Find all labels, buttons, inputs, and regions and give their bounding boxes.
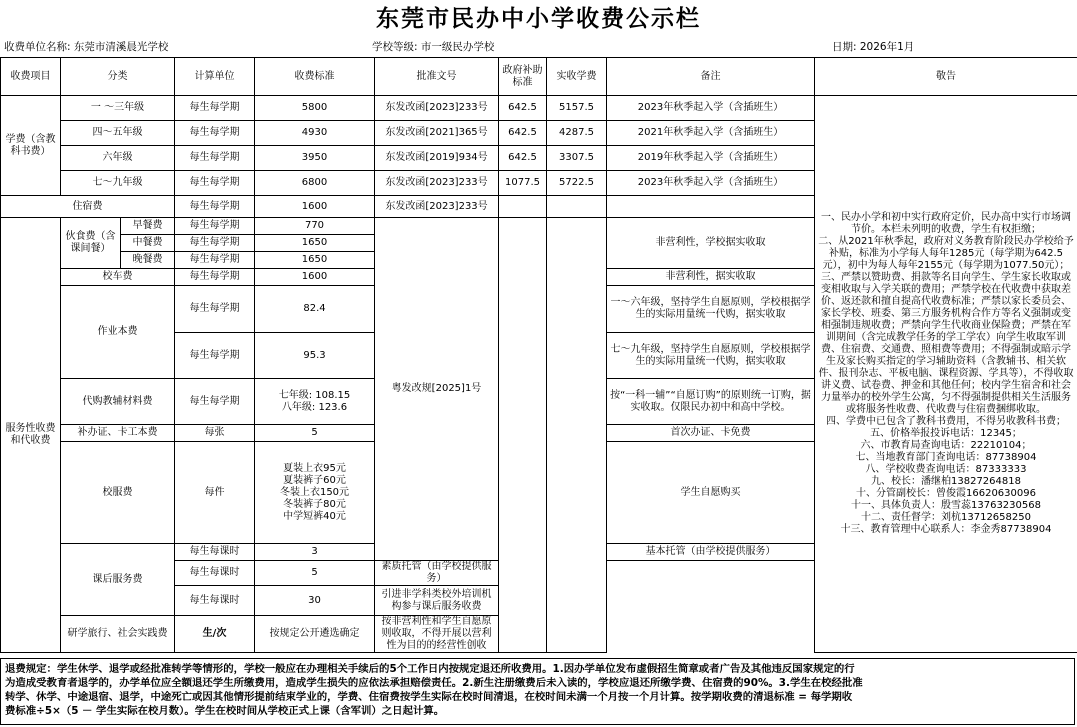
unit-name-label: 收费单位名称: 东莞市清溪晨光学校 xyxy=(4,41,169,53)
boarding-remark xyxy=(607,196,815,218)
tuition-remark: 2023年秋季起入学（含插班生） xyxy=(607,96,815,121)
tuition-remark: 2019年秋季起入学（含插班生） xyxy=(607,146,815,171)
after-unit: 每生每课时 xyxy=(175,586,255,616)
study-label: 研学旅行、社会实践费 xyxy=(61,616,175,653)
workbook-unit: 每生每学期 xyxy=(175,333,255,379)
tuition-standard: 5800 xyxy=(255,96,375,121)
notice-line: 十、分管副校长：曾俊霞16620630096 xyxy=(856,488,1036,499)
refund-rules xyxy=(0,658,1075,725)
meal-name: 晚餐费 xyxy=(121,252,175,269)
aux-standard-line: 七年级: 108.15 xyxy=(278,389,351,401)
header-standard: 收费标准 xyxy=(255,58,375,96)
tuition-remark: 2023年秋季起入学（含插班生） xyxy=(607,171,815,196)
service-subsidy xyxy=(499,218,547,653)
card-label: 补办证、卡工本费 xyxy=(61,425,175,442)
service-actual xyxy=(547,218,607,653)
bus-remark: 非营利性，据实收取 xyxy=(607,269,815,286)
tuition-actual: 5722.5 xyxy=(547,171,607,196)
tuition-doc: 东发改函[2019]934号 xyxy=(375,146,499,171)
notice-line: 一、民办小学和初中实行政府定价，民办高中实行市场调节价。本栏未列明的收费，学生有权拒缴； xyxy=(821,212,1071,235)
header-notice: 敬告 xyxy=(815,58,1077,96)
after-remark: 素质托管（由学校提供服务） xyxy=(375,561,499,586)
page-title: 东莞市民办中小学收费公示栏 xyxy=(376,6,701,32)
refund-rules-line: 费标准÷5×（5 － 学生实际在校月数）。学生在校时间从学校正式上课（含军训）之日起计算。 xyxy=(5,705,445,717)
notice-line: 二、从2021年秋季起，政府对义务教育阶段民办学校给予补贴，标准为小学每人每年1285元（每学期为642.5元），初中为每人每年2155元（每学期为1077.50元）； xyxy=(818,236,1074,271)
tuition-doc: 东发改函[2023]233号 xyxy=(375,171,499,196)
refund-rules-line: 退费规定：学生休学、退学或经批准转学等情形的，学校一般应在办理相关手续后的5个工作日内按规定退还所收费用。1.因办学单位发布虚假招生简章或者广告及其他违反国家规定的行 xyxy=(5,663,855,675)
meal-unit: 每生每学期 xyxy=(175,235,255,252)
tuition-unit: 每生每学期 xyxy=(175,146,255,171)
notice-line: 六、市教育局查询电话：22210104； xyxy=(860,440,1032,451)
tuition-category: 七～九年级 xyxy=(61,171,175,196)
workbook-remark: 一～六年级，坚持学生自愿原则，学校根据学生的实际用量统一代购，据实收取 xyxy=(607,286,815,333)
after-unit: 每生每课时 xyxy=(175,544,255,561)
after-standard: 3 xyxy=(255,544,375,561)
header-remark: 备注 xyxy=(607,58,815,96)
notice-panel xyxy=(815,96,1077,653)
workbook-label: 作业本费 xyxy=(61,286,175,379)
uniform-unit: 每件 xyxy=(175,442,255,544)
notice-line: 三、严禁以赞助费、捐款等名目向学生、学生家长收取或变相收取与入学关联的费用；严禁学校在代收费中获取差价、返还款和擅自提高代收费标准；严禁以家长委员会、家长学校、班委、第三方服务机构合作方等名义强制或变相强制违规收费；严禁向学生代收商业保险费；严禁在军训期间（含完成教学任务的学工学农）向学生收取军训费、住宿费、交通费、照相费等费用；不得强制或暗示学生及家长购买指定的学习辅助资料（含教辅书、相关软件、报刊杂志、平板电脑、课程资源、学具等），不得收取讲义费、试卷费、押金和其他任何；校内学生宿舍和社会力量举办的校外学生公寓，匀不得强制提供相关生活服务或将服务性收费、代收费与住宿费捆绑收取。 xyxy=(818,272,1074,415)
meal-label: 伙食费（含课间餐） xyxy=(61,218,121,269)
tuition-category: 六年级 xyxy=(61,146,175,171)
after-unit: 每生每课时 xyxy=(175,561,255,586)
tuition-actual: 3307.5 xyxy=(547,146,607,171)
tuition-category: 一 ～三年级 xyxy=(61,96,175,121)
study-standard: 按规定公开遴选确定 xyxy=(255,616,375,653)
tuition-standard: 3950 xyxy=(255,146,375,171)
uniform-standard-line: 中学短裤40元 xyxy=(283,510,346,522)
aux-unit: 每生每学期 xyxy=(175,379,255,425)
notice-line: 十二、责任督学：刘杭13712658250 xyxy=(861,512,1031,523)
meal-name: 中餐费 xyxy=(121,235,175,252)
uniform-label: 校服费 xyxy=(61,442,175,544)
refund-rules-line: 为造成受教育者退学的，办学单位应全额退还学生所缴费用，造成学生损失的应依法承担赔偿责任。2.新生注册缴费后未入读的，学校应退还所缴学费、住宿费的90%。3.学生在校经批准 xyxy=(5,677,863,689)
workbook-standard: 95.3 xyxy=(255,333,375,379)
uniform-standard-line: 夏装裤子60元 xyxy=(283,474,346,486)
aux-remark: 按“一科一辅”“自愿订购”的原则统一订购，据实收取。仅限民办初中和高中学校。 xyxy=(607,379,815,425)
service-doc-main: 粤发改规[2025]1号 xyxy=(375,218,499,561)
uniform-remark: 学生自愿购买 xyxy=(607,442,815,544)
boarding-doc: 东发改函[2023]233号 xyxy=(375,196,499,218)
study-unit: 生/次 xyxy=(175,616,255,653)
boarding-label: 住宿费 xyxy=(1,196,175,218)
workbook-standard: 82.4 xyxy=(255,286,375,333)
bus-unit: 每生每学期 xyxy=(175,269,255,286)
fee-table xyxy=(0,57,1077,653)
header-unit: 计算单位 xyxy=(175,58,255,96)
notice-line: 十三、教育管理中心联系人：李金秀87738904 xyxy=(840,524,1052,535)
bus-standard: 1600 xyxy=(255,269,375,286)
boarding-standard: 1600 xyxy=(255,196,375,218)
tuition-subsidy: 642.5 xyxy=(499,96,547,121)
aux-label: 代购教辅材料费 xyxy=(61,379,175,425)
tuition-unit: 每生每学期 xyxy=(175,171,255,196)
uniform-standard xyxy=(255,442,375,544)
tuition-actual: 4287.5 xyxy=(547,121,607,146)
bus-label: 校车费 xyxy=(61,269,175,286)
meal-remark: 非营利性，学校据实收取 xyxy=(607,218,815,269)
after-remark: 引进非学科类校外培训机构参与课后服务收费 xyxy=(375,586,499,616)
uniform-standard-line: 冬装上衣150元 xyxy=(279,486,350,498)
notice-line: 十一、具体负责人：殷雪蕊13763230568 xyxy=(851,500,1041,511)
workbook-unit: 每生每学期 xyxy=(175,286,255,333)
card-standard: 5 xyxy=(255,425,375,442)
tuition-label: 学费（含教科书费） xyxy=(1,96,61,196)
header-actual: 实收学费 xyxy=(547,58,607,96)
tuition-doc: 东发改函[2023]233号 xyxy=(375,96,499,121)
aux-standard xyxy=(255,379,375,425)
tuition-remark: 2021年秋季起入学（含插班生） xyxy=(607,121,815,146)
notice-line: 七、当地教育部门查询电话：87738904 xyxy=(855,452,1037,463)
table-row xyxy=(1,96,1077,121)
after-standard: 5 xyxy=(255,561,375,586)
boarding-subsidy xyxy=(499,196,547,218)
notice-line: 四、学费中已包含了教科书费用，不得另收教科书费； xyxy=(826,416,1066,427)
tuition-unit: 每生每学期 xyxy=(175,121,255,146)
notice-line: 八、学校收费查询电话：87333333 xyxy=(865,464,1027,475)
card-remark: 首次办证、卡免费 xyxy=(607,425,815,442)
tuition-doc: 东发改函[2021]365号 xyxy=(375,121,499,146)
tuition-standard: 6800 xyxy=(255,171,375,196)
notice-line: 九、校长：潘继柏13827264818 xyxy=(871,476,1021,487)
meal-name: 早餐费 xyxy=(121,218,175,235)
uniform-standard-line: 冬装裤子80元 xyxy=(283,498,346,510)
after-remark: 基本托管（由学校提供服务） xyxy=(607,544,815,561)
boarding-unit: 每生每学期 xyxy=(175,196,255,218)
header-category: 分类 xyxy=(61,58,175,96)
tuition-category: 四～五年级 xyxy=(61,121,175,146)
tuition-subsidy: 1077.5 xyxy=(499,171,547,196)
study-remark: 按非营利性和学生自愿原则收取，不得开展以营利性为目的的经营性创收 xyxy=(375,616,499,653)
workbook-remark: 七～九年级，坚持学生自愿原则，学校根据学生的实际用量统一代购，据实收取 xyxy=(607,333,815,379)
tuition-subsidy: 642.5 xyxy=(499,121,547,146)
header-doc: 批准文号 xyxy=(375,58,499,96)
school-grade-label: 学校等级: 市一级民办学校 xyxy=(372,41,495,53)
tuition-actual: 5157.5 xyxy=(547,96,607,121)
aux-standard-line: 八年级: 123.6 xyxy=(281,401,348,413)
meal-unit: 每生每学期 xyxy=(175,218,255,235)
header-row xyxy=(1,58,1077,96)
tuition-unit: 每生每学期 xyxy=(175,96,255,121)
notice-line: 五、价格举报投诉电话：12345； xyxy=(870,428,1022,439)
service-label: 服务性收费和代收费 xyxy=(1,218,61,653)
tuition-standard: 4930 xyxy=(255,121,375,146)
after-label: 课后服务费 xyxy=(61,544,175,616)
meal-standard: 770 xyxy=(255,218,375,235)
meal-standard: 1650 xyxy=(255,235,375,252)
tuition-subsidy: 642.5 xyxy=(499,146,547,171)
meal-unit: 每生每学期 xyxy=(175,252,255,269)
after-standard: 30 xyxy=(255,586,375,616)
date-label: 日期: 2026年1月 xyxy=(832,41,915,53)
meal-standard: 1650 xyxy=(255,252,375,269)
boarding-actual xyxy=(547,196,607,218)
header-subsidy: 政府补助标准 xyxy=(499,58,547,96)
card-unit: 每张 xyxy=(175,425,255,442)
header-item: 收费项目 xyxy=(1,58,61,96)
uniform-standard-line: 夏装上衣95元 xyxy=(283,462,346,474)
refund-rules-line: 转学、休学、中途退宿、退学，中途死亡或因其他情形提前结束学业的，学费、住宿费按学生实际在校时间清退，在校时间未满一个月按一个月计算。按学期收费的清退标准 = 每学期收 xyxy=(5,691,853,703)
